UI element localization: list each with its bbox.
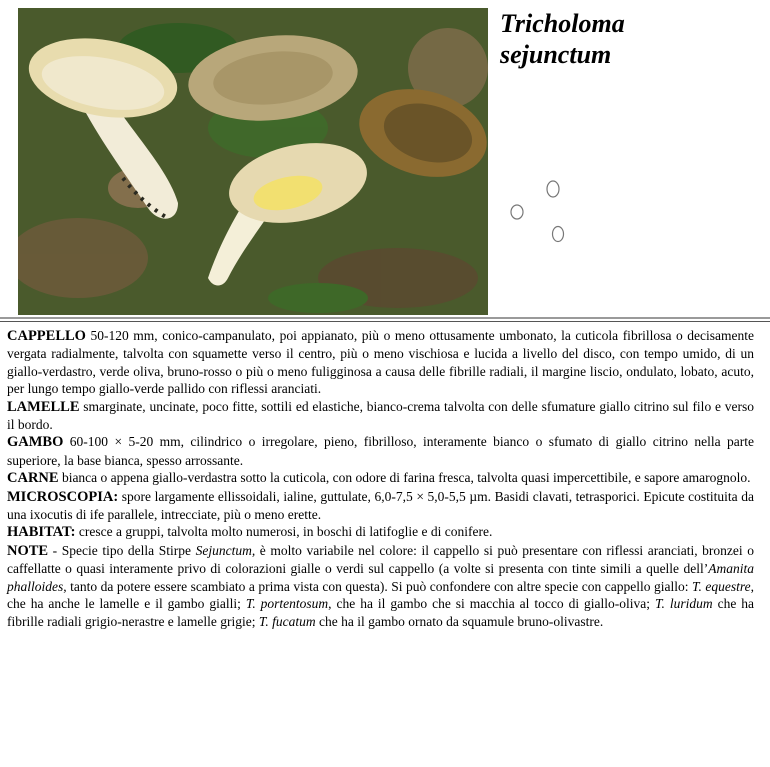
note-italic-3: T. equestre (691, 578, 751, 594)
note-text-4: , che ha anche le lamelle e il gambo gialli; (7, 578, 754, 612)
label-gambo: GAMBO (7, 434, 64, 451)
label-cappello: CAPPELLO (7, 328, 86, 344)
label-lamelle: LAMELLE (7, 398, 80, 415)
species-title (500, 8, 625, 70)
section-gambo (7, 433, 754, 469)
mushroom-photo (18, 8, 488, 315)
note-italic-5: T. luridum (655, 596, 713, 612)
title-line-2: sejunctum (500, 40, 612, 69)
divider-top (0, 317, 770, 319)
description-body (7, 327, 754, 630)
spore-1 (511, 205, 523, 219)
note-text-1: - Specie tipo della Stirpe (48, 542, 196, 558)
text-lamelle: smarginate, uncinate, poco fitte, sottili ed elastiche, bianco-crema talvolta con delle sfumature giallo citrino sul filo e verso il bordo. (7, 398, 754, 433)
label-carne: CARNE (7, 470, 59, 487)
note-text-7: che ha il gambo ornato da squamule bruno-olivastre. (315, 613, 604, 629)
text-microscopia: spore largamente ellissoidali, ialine, guttulate, 6,0-7,5 × 5,0-5,5 µm. Basidi clavati, tetrasporici. Epicute costituita da una ixocutis di ife parallele, intrecciate, più o meno erette. (7, 488, 754, 523)
section-cappello (7, 327, 754, 398)
text-carne: bianca o appena giallo-verdastra sotto la cuticola, con odore di farina fresca, talvolta quasi impercettibile, e sapore amarognolo. (58, 470, 751, 486)
text-gambo: 60-100 × 5-20 mm, cilindrico o irregolare, pieno, fibrilloso, interamente bianco o sfumato di giallo citrino nella parte superiore, la base bianca, spesso arrossante. (7, 434, 754, 468)
text-cappello: 50-120 mm, conico-campanulato, poi appianato, più o meno ottusamente umbonato, la cuticola fibrillosa o decisamente vergata radialmente, talvolta con squamette verso il centro, più o meno vischiosa e lucida a livello del disco, con tempo umido, di un giallo-verdastro, verde oliva, bruno-rosso o più o meno fuligginosa a causa delle fibrille radiali, il margine liscio, ondulato, lobato, acuto, per lungo tempo giallo-verde pallido con riflessi aranciati. (7, 328, 754, 397)
section-habitat (7, 523, 754, 541)
spore-2 (547, 181, 559, 197)
note-text-6: che ha fibrille radiali grigio-nerastre e lamelle grigie; (7, 596, 755, 629)
section-lamelle (7, 398, 754, 434)
spore-drawings (505, 175, 585, 255)
mushroom-illustration (18, 8, 488, 315)
note-text-2: è molto variabile nel colore: il cappello si può presentare con riflessi aranciati, bronzei o caffellatte o quasi interamente privo di colorazioni gialle o verdi sul cappello (a volte si presenta con tinte simili a quelle dell’ (7, 542, 754, 577)
note-text-5: , che ha il gambo che si macchia al tocco di giallo-oliva; (328, 596, 655, 612)
divider-bottom (0, 321, 770, 322)
text-habitat: cresce a gruppi, talvolta molto numerosi, in boschi di latifoglie e di conifere. (75, 524, 493, 540)
note-italic-4: T. portentosum (245, 596, 329, 612)
section-microscopia (7, 488, 754, 524)
note-text-3: , tanto da potere essere scambiato a prima vista con questa). Si può confondere con altre specie con cappello giallo: (63, 578, 692, 594)
label-note: NOTE (7, 542, 49, 559)
note-italic-6: T. fucatum (258, 613, 316, 629)
section-carne (7, 469, 754, 487)
label-microscopia: MICROSCOPIA: (7, 488, 119, 505)
spore-3 (553, 227, 564, 242)
title-line-1: Tricholoma (500, 9, 625, 38)
note-italic-1: Sejunctum, (195, 542, 256, 558)
note-italic-2: Amanita phalloides (7, 561, 754, 594)
label-habitat: HABITAT: (7, 524, 76, 541)
section-note (7, 542, 754, 630)
